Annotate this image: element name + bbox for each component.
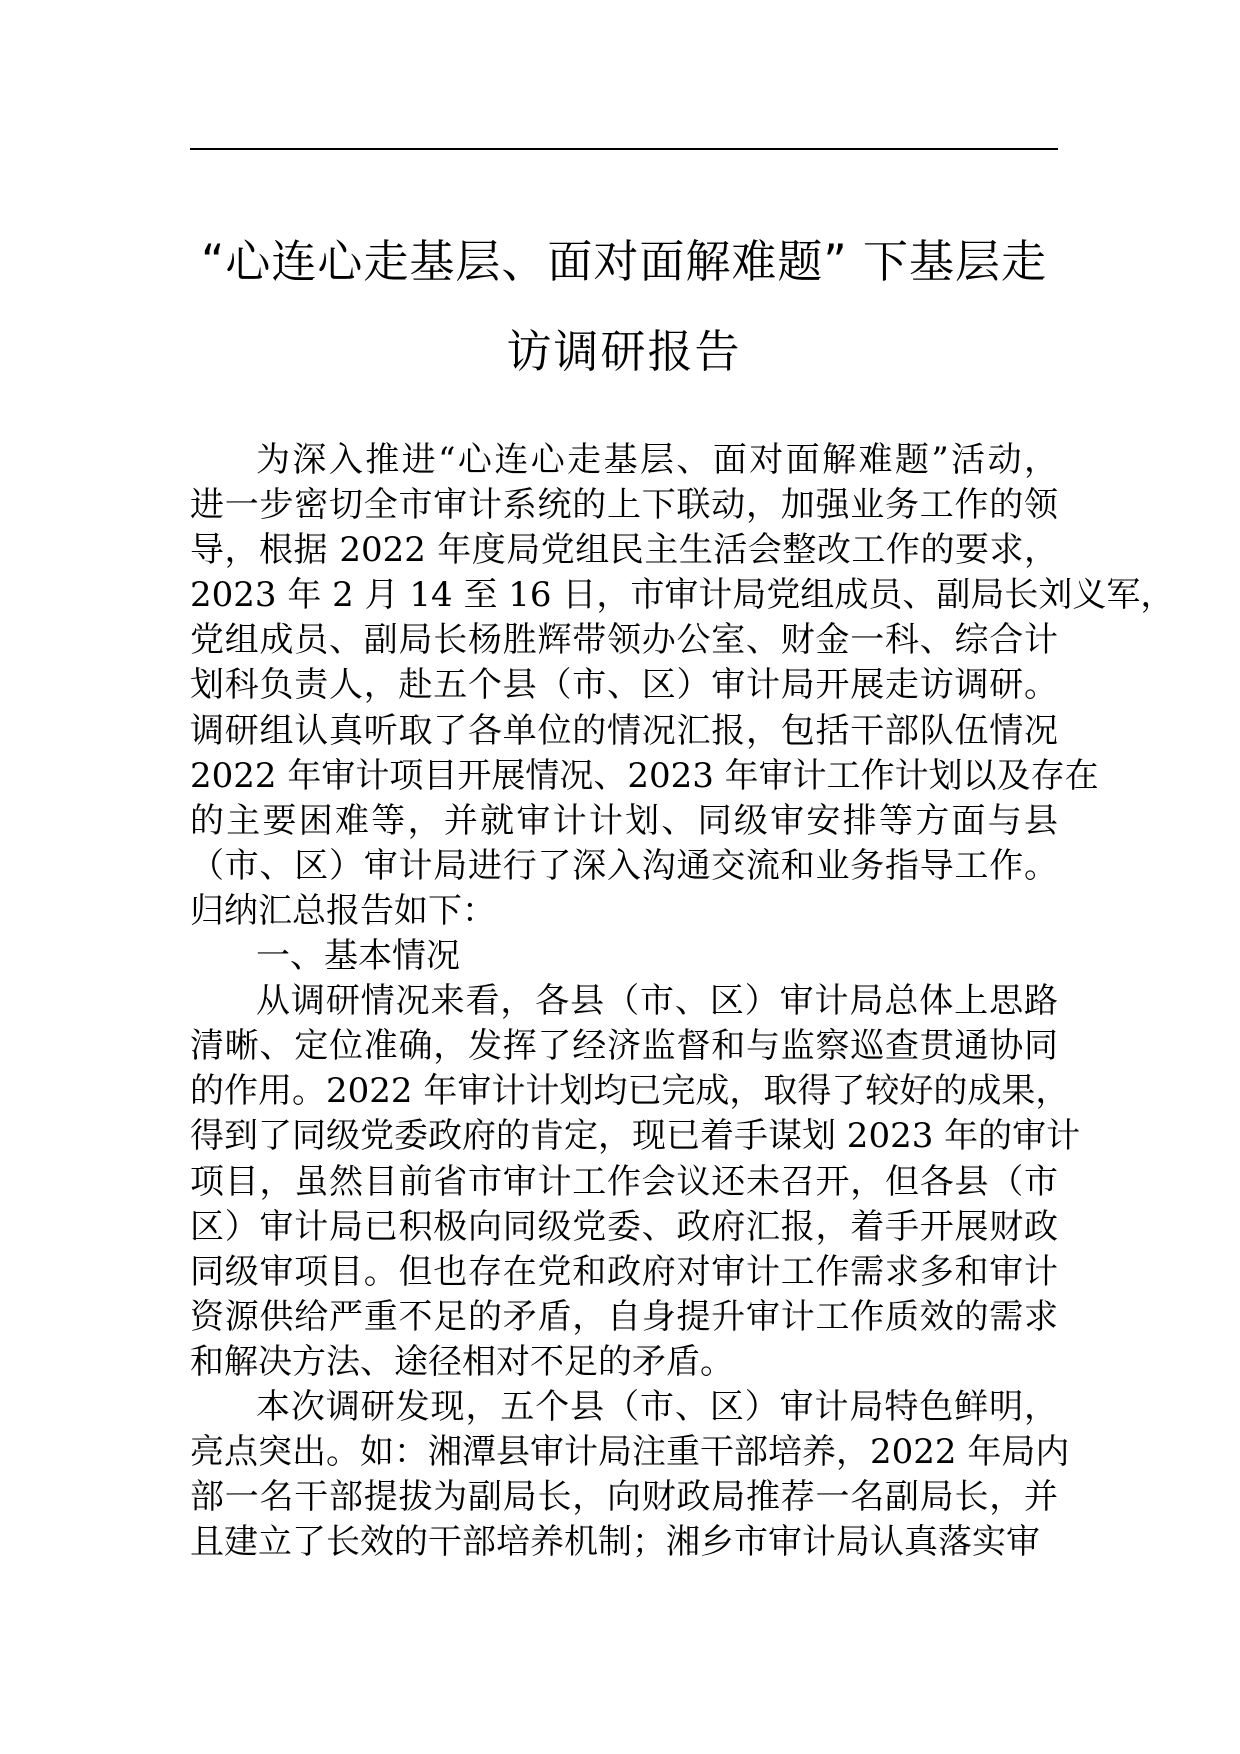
text-line: 资源供给严重不足的矛盾，自身提升审计工作质效的需求 [190, 1296, 1058, 1337]
text-line: 和解决方法、途径相对不足的矛盾。 [190, 1341, 734, 1382]
document-body [190, 438, 1175, 1565]
document-title-line-2: 访调研报告 [506, 325, 742, 378]
text-line: 导，根据 2022 年度局党组民主生活会整改工作的要求， [190, 530, 1058, 571]
paragraph [190, 979, 1081, 1385]
text-line: 2022 年审计项目开展情况、2023 年审计工作计划以及存在 [190, 755, 1099, 796]
text-line: 亮点突出。如：湘潭县审计局注重干部培养，2022 年局内 [190, 1432, 1070, 1473]
text-line: 项目，虽然目前省市审计工作会议还未召开，但各县（市 [190, 1161, 1058, 1202]
text-line: 调研组认真听取了各单位的情况汇报，包括干部队伍情况 [190, 710, 1058, 751]
text-line: 清晰、定位准确，发挥了经济监督和与监察巡查贯通协同 [190, 1026, 1058, 1067]
text-line: 2023 年 2 月 14 至 16 日，市审计局党组成员、副局长刘义军， [190, 575, 1175, 616]
text-line: 一、基本情况 [256, 936, 460, 977]
paragraph [190, 934, 1058, 979]
text-line: 为深入推进“心连心走基层、面对面解难题”活动， [256, 440, 1058, 480]
text-line: 得到了同级党委政府的肯定，现已着手谋划 2023 年的审计 [190, 1116, 1081, 1157]
text-line: 的作用。2022 年审计计划均已完成，取得了较好的成果， [190, 1071, 1070, 1112]
text-line: 进一步密切全市审计系统的上下联动，加强业务工作的领 [190, 485, 1058, 526]
text-line: 本次调研发现，五个县（市、区）审计局特色鲜明， [256, 1386, 1058, 1427]
text-line: 从调研情况来看，各县（市、区）审计局总体上思路 [256, 981, 1058, 1022]
text-line: （市、区）审计局进行了深入沟通交流和业务指导工作。 [190, 845, 1058, 886]
text-line: 区）审计局已积极向同级党委、政府汇报，着手开展财政 [190, 1206, 1058, 1247]
header-rule [190, 148, 1058, 150]
text-line: 且建立了长效的干部培养机制；湘乡市审计局认真落实审 [190, 1522, 1040, 1563]
text-line: 划科负责人，赴五个县（市、区）审计局开展走访调研。 [190, 665, 1058, 706]
paragraph [190, 1385, 1070, 1565]
paragraph [190, 438, 1175, 934]
text-line: 同级审项目。但也存在党和政府对审计工作需求多和审计 [190, 1251, 1058, 1292]
text-line: 的主要困难等，并就审计计划、同级审安排等方面与县 [190, 800, 1058, 841]
text-line: 归纳汇总报告如下： [190, 890, 496, 931]
text-line: 党组成员、副局长杨胜辉带领办公室、财金一科、综合计 [190, 620, 1058, 661]
document-title-line-1: “心连心走基层、面对面解难题” 下基层走 [201, 235, 1047, 288]
text-line: 部一名干部提拔为副局长，向财政局推荐一名副局长，并 [190, 1477, 1058, 1518]
